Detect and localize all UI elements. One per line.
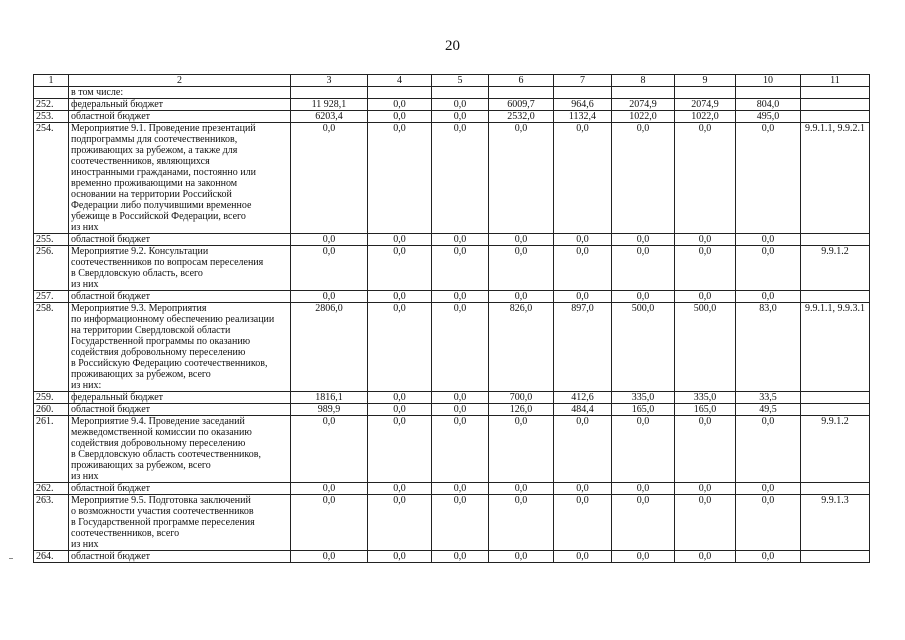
description-line: проживающих за рубежом, а также для [71, 145, 238, 156]
description-line: Мероприятие 9.5. Подготовка заключений [71, 495, 251, 506]
value-cell: 0,0 [432, 234, 489, 246]
value-cell: 0,0 [291, 551, 368, 563]
description-line: областной бюджет [71, 111, 151, 122]
value-cell: 0,0 [489, 495, 554, 551]
value-cell: 0,0 [368, 495, 432, 551]
description-line: в Российскую Федерацию соотечественников, [71, 358, 268, 369]
target-code [801, 291, 870, 303]
target-code: 9.9.1.2 [801, 246, 870, 291]
value-cell: 2074,9 [675, 99, 736, 111]
description-line: подпрограммы для соотечественников, [71, 134, 238, 145]
row-number: 262. [34, 483, 69, 495]
value-cell [432, 87, 489, 99]
row-number: 252. [34, 99, 69, 111]
value-cell [554, 87, 612, 99]
value-cell: 0,0 [675, 291, 736, 303]
value-cell: 500,0 [675, 303, 736, 392]
target-code [801, 99, 870, 111]
value-cell [736, 87, 801, 99]
value-cell: 0,0 [368, 111, 432, 123]
value-cell: 826,0 [489, 303, 554, 392]
value-cell: 0,0 [612, 246, 675, 291]
target-code [801, 551, 870, 563]
header-row [34, 75, 870, 87]
description-line: областной бюджет [71, 291, 151, 302]
value-cell: 412,6 [554, 392, 612, 404]
value-cell: 0,0 [291, 123, 368, 234]
description-line: на территории Свердловской области [71, 325, 231, 336]
description-line: областной бюджет [71, 551, 151, 562]
value-cell: 0,0 [612, 291, 675, 303]
value-cell: 2074,9 [612, 99, 675, 111]
value-cell: 49,5 [736, 404, 801, 416]
value-cell: 0,0 [612, 123, 675, 234]
value-cell: 0,0 [554, 246, 612, 291]
value-cell: 495,0 [736, 111, 801, 123]
value-cell: 0,0 [612, 551, 675, 563]
value-cell: 0,0 [432, 416, 489, 483]
value-cell: 335,0 [675, 392, 736, 404]
target-code [801, 392, 870, 404]
budget-table [33, 74, 870, 563]
description-line: в Государственной программе переселения [71, 517, 255, 528]
column-header: 3 [291, 75, 368, 87]
table-row [34, 246, 870, 291]
value-cell: 1022,0 [675, 111, 736, 123]
row-number: 259. [34, 392, 69, 404]
target-code [801, 234, 870, 246]
value-cell: 0,0 [612, 234, 675, 246]
value-cell: 0,0 [612, 483, 675, 495]
column-header: 10 [736, 75, 801, 87]
row-description [69, 404, 291, 416]
value-cell: 0,0 [675, 123, 736, 234]
description-line: в Свердловскую область, всего [71, 268, 203, 279]
value-cell: 0,0 [432, 404, 489, 416]
target-code [801, 483, 870, 495]
row-number: 264. [34, 551, 69, 563]
value-cell: 0,0 [736, 123, 801, 234]
value-cell: 0,0 [736, 291, 801, 303]
description-line: из них [71, 279, 99, 290]
row-description [69, 291, 291, 303]
value-cell: 0,0 [554, 416, 612, 483]
value-cell: 0,0 [612, 416, 675, 483]
value-cell: 0,0 [291, 246, 368, 291]
value-cell: 484,4 [554, 404, 612, 416]
value-cell: 700,0 [489, 392, 554, 404]
description-line: соотечественников, всего [71, 528, 180, 539]
value-cell: 0,0 [368, 99, 432, 111]
value-cell: 0,0 [489, 246, 554, 291]
value-cell: 0,0 [489, 123, 554, 234]
target-code [801, 87, 870, 99]
value-cell: 0,0 [554, 551, 612, 563]
value-cell: 0,0 [612, 495, 675, 551]
description-line: о возможности участия соотечественников [71, 506, 254, 517]
description-line: областной бюджет [71, 483, 151, 494]
value-cell: 0,0 [432, 483, 489, 495]
target-code: 9.9.1.1, 9.9.3.1 [801, 303, 870, 392]
description-line: Мероприятие 9.3. Мероприятия [71, 303, 207, 314]
row-description [69, 87, 291, 99]
row-description [69, 392, 291, 404]
value-cell: 0,0 [675, 234, 736, 246]
value-cell: 0,0 [554, 495, 612, 551]
value-cell: 0,0 [432, 291, 489, 303]
column-header: 9 [675, 75, 736, 87]
value-cell: 0,0 [368, 404, 432, 416]
description-line: иностранными гражданами, постоянно или [71, 167, 256, 178]
description-line: соотечественников по вопросам переселения [71, 257, 264, 268]
description-line: областной бюджет [71, 404, 151, 415]
row-description [69, 551, 291, 563]
value-cell: 964,6 [554, 99, 612, 111]
value-cell: 0,0 [432, 123, 489, 234]
column-header: 4 [368, 75, 432, 87]
value-cell: 335,0 [612, 392, 675, 404]
row-description [69, 234, 291, 246]
table-row [34, 123, 870, 234]
row-description [69, 123, 291, 234]
description-line: Федерации либо получившими временное [71, 200, 252, 211]
value-cell: 0,0 [291, 291, 368, 303]
table-row [34, 404, 870, 416]
description-line: в том числе: [71, 87, 124, 98]
value-cell: 126,0 [489, 404, 554, 416]
value-cell: 0,0 [368, 246, 432, 291]
table-row [34, 303, 870, 392]
value-cell: 0,0 [368, 123, 432, 234]
value-cell: 83,0 [736, 303, 801, 392]
description-line: из них: [71, 380, 102, 391]
row-description [69, 111, 291, 123]
value-cell: 2532,0 [489, 111, 554, 123]
value-cell: 804,0 [736, 99, 801, 111]
column-header: 8 [612, 75, 675, 87]
row-number: 256. [34, 246, 69, 291]
value-cell: 33,5 [736, 392, 801, 404]
value-cell [612, 87, 675, 99]
value-cell: 0,0 [368, 234, 432, 246]
column-header: 2 [69, 75, 291, 87]
value-cell: 0,0 [368, 303, 432, 392]
value-cell: 0,0 [675, 495, 736, 551]
description-line: проживающих за рубежом, всего [71, 369, 211, 380]
value-cell: 0,0 [489, 234, 554, 246]
value-cell: 0,0 [675, 416, 736, 483]
value-cell [489, 87, 554, 99]
column-header: 1 [34, 75, 69, 87]
value-cell: 0,0 [291, 483, 368, 495]
column-header: 6 [489, 75, 554, 87]
row-number: 261. [34, 416, 69, 483]
row-description [69, 303, 291, 392]
row-number: 253. [34, 111, 69, 123]
value-cell: 0,0 [432, 551, 489, 563]
value-cell: 0,0 [736, 483, 801, 495]
row-number: 260. [34, 404, 69, 416]
value-cell: 165,0 [675, 404, 736, 416]
table-body [34, 87, 870, 563]
table-row [34, 99, 870, 111]
description-line: проживающих за рубежом, всего [71, 460, 211, 471]
value-cell: 0,0 [736, 495, 801, 551]
value-cell: 0,0 [675, 551, 736, 563]
row-number [34, 87, 69, 99]
table-row [34, 416, 870, 483]
value-cell: 6009,7 [489, 99, 554, 111]
value-cell [675, 87, 736, 99]
row-description [69, 99, 291, 111]
target-code: 9.9.1.3 [801, 495, 870, 551]
value-cell: 0,0 [489, 291, 554, 303]
value-cell: 11 928,1 [291, 99, 368, 111]
table-row [34, 483, 870, 495]
table-row [34, 111, 870, 123]
column-header: 11 [801, 75, 870, 87]
description-line: соотечественников, являющихся [71, 156, 210, 167]
value-cell: 6203,4 [291, 111, 368, 123]
description-line: из них [71, 222, 99, 233]
description-line: Мероприятие 9.2. Консультации [71, 246, 209, 257]
description-line: из них [71, 539, 99, 550]
value-cell: 0,0 [675, 246, 736, 291]
description-line: в Свердловскую область соотечественников, [71, 449, 261, 460]
value-cell: 0,0 [554, 291, 612, 303]
description-line: убежище в Российской Федерации, всего [71, 211, 246, 222]
value-cell: 0,0 [368, 416, 432, 483]
description-line: федеральный бюджет [71, 99, 164, 110]
value-cell: 0,0 [554, 123, 612, 234]
value-cell [291, 87, 368, 99]
target-code [801, 404, 870, 416]
value-cell: 0,0 [554, 483, 612, 495]
value-cell: 0,0 [368, 291, 432, 303]
value-cell: 500,0 [612, 303, 675, 392]
row-number: 263. [34, 495, 69, 551]
table-row [34, 234, 870, 246]
value-cell: 0,0 [368, 483, 432, 495]
value-cell: 0,0 [736, 246, 801, 291]
value-cell: 0,0 [368, 392, 432, 404]
value-cell: 0,0 [291, 495, 368, 551]
value-cell: 0,0 [489, 551, 554, 563]
row-description [69, 416, 291, 483]
value-cell: 0,0 [489, 416, 554, 483]
value-cell: 1132,4 [554, 111, 612, 123]
value-cell: 0,0 [291, 234, 368, 246]
table-row [34, 392, 870, 404]
description-line: содействия добровольному переселению [71, 438, 246, 449]
description-line: федеральный бюджет [71, 392, 164, 403]
value-cell: 0,0 [554, 234, 612, 246]
value-cell: 0,0 [736, 234, 801, 246]
row-number: 258. [34, 303, 69, 392]
page-number: 20 [445, 38, 460, 54]
description-line: областной бюджет [71, 234, 151, 245]
value-cell: 0,0 [368, 551, 432, 563]
row-description [69, 495, 291, 551]
column-header: 5 [432, 75, 489, 87]
description-line: из них [71, 471, 99, 482]
table-row [34, 87, 870, 99]
row-description [69, 483, 291, 495]
column-header: 7 [554, 75, 612, 87]
value-cell [368, 87, 432, 99]
value-cell: 0,0 [675, 483, 736, 495]
table-row [34, 495, 870, 551]
value-cell: 1022,0 [612, 111, 675, 123]
value-cell: 0,0 [432, 392, 489, 404]
row-number: 254. [34, 123, 69, 234]
value-cell: 1816,1 [291, 392, 368, 404]
target-code: 9.9.1.2 [801, 416, 870, 483]
scan-mark [9, 558, 13, 559]
value-cell: 165,0 [612, 404, 675, 416]
value-cell: 0,0 [291, 416, 368, 483]
description-line: межведомственной комиссии по оказанию [71, 427, 252, 438]
row-description [69, 246, 291, 291]
description-line: Мероприятие 9.4. Проведение заседаний [71, 416, 245, 427]
target-code [801, 111, 870, 123]
target-code: 9.9.1.1, 9.9.2.1 [801, 123, 870, 234]
value-cell: 989,9 [291, 404, 368, 416]
description-line: Государственной программы по оказанию [71, 336, 251, 347]
value-cell: 0,0 [432, 111, 489, 123]
value-cell: 0,0 [736, 551, 801, 563]
value-cell: 2806,0 [291, 303, 368, 392]
row-number: 255. [34, 234, 69, 246]
value-cell: 0,0 [432, 99, 489, 111]
value-cell: 0,0 [432, 495, 489, 551]
description-line: Мероприятие 9.1. Проведение презентаций [71, 123, 256, 134]
row-number: 257. [34, 291, 69, 303]
table-row [34, 291, 870, 303]
table-row [34, 551, 870, 563]
description-line: основании на территории Российской [71, 189, 232, 200]
description-line: содействия добровольному переселению [71, 347, 246, 358]
value-cell: 897,0 [554, 303, 612, 392]
value-cell: 0,0 [489, 483, 554, 495]
description-line: временно проживающими на законном [71, 178, 238, 189]
value-cell: 0,0 [432, 303, 489, 392]
value-cell: 0,0 [432, 246, 489, 291]
description-line: по информационному обеспечению реализации [71, 314, 275, 325]
value-cell: 0,0 [736, 416, 801, 483]
